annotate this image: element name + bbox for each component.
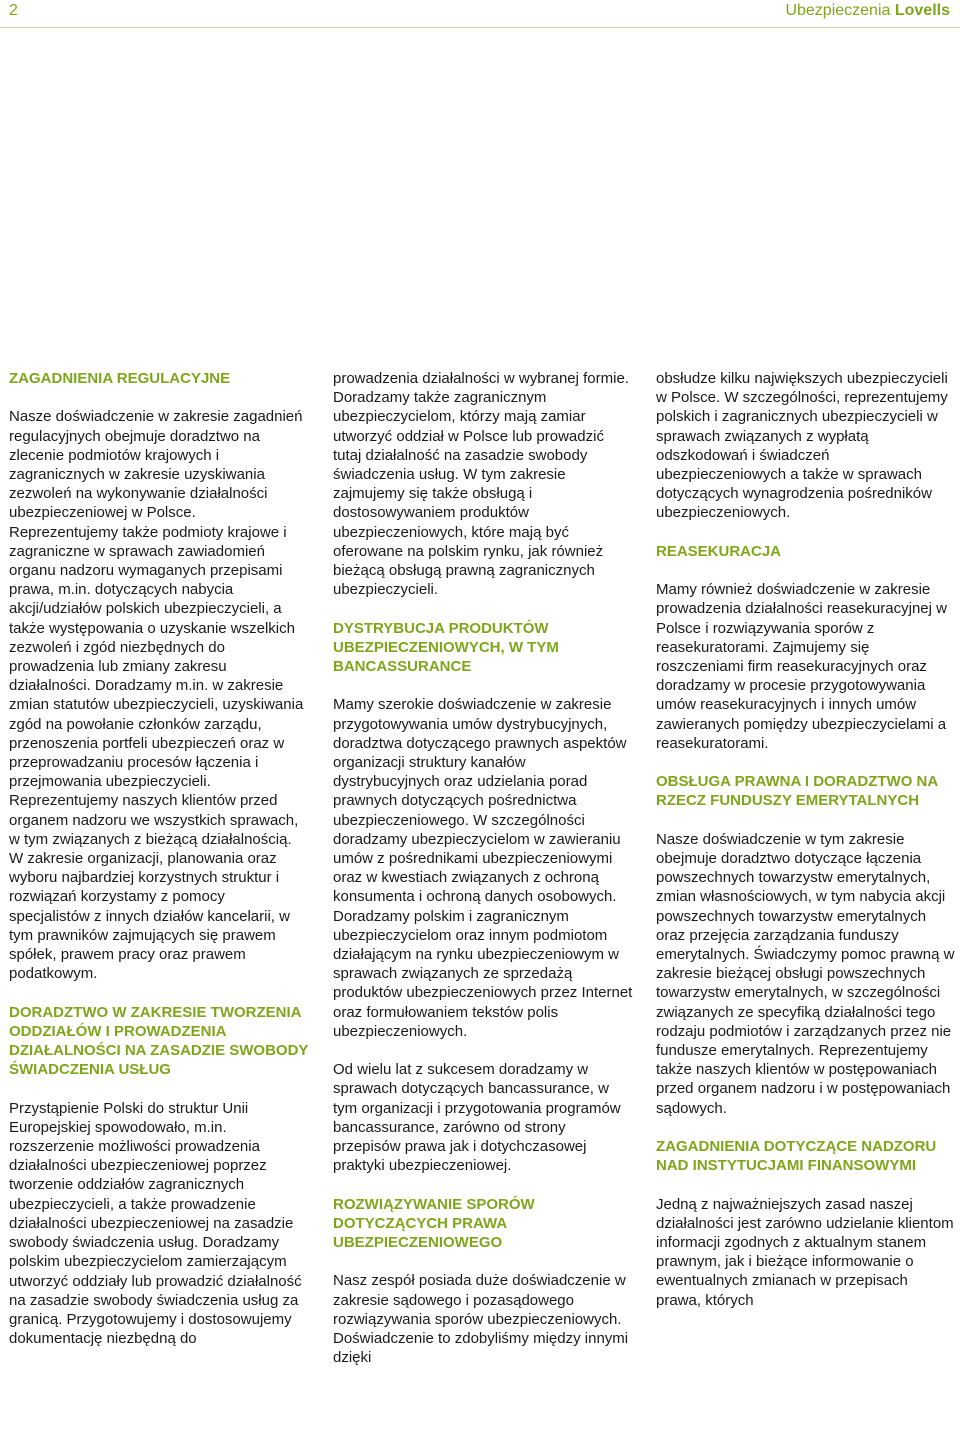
header-title <box>785 2 950 20</box>
heading-supervision: ZAGADNIENIA DOTYCZĄCE NADZORU NAD INSTYTUCJAMI FINANSOWYMI <box>656 1138 937 1175</box>
paragraph-disputes: Nasz zespół posiada duże doświadczenie w zakresie sądowego i pozasądowego rozwiązywania sporów ubezpieczeniowych. Doświadczenie to zdobyliśmy między innymi dzięki <box>333 1272 629 1367</box>
heading-reinsurance: REASEKURACJA <box>656 542 782 560</box>
column-right <box>656 369 956 1310</box>
paragraph-disputes-cont: obsłudze kilku największych ubezpieczycieli w Polsce. W szczególności, reprezentujemy polskich i zagranicznych ubezpieczycieli w sprawach związanych z wypłatą odszkodowań i świadczeń ubezpieczeniowych a także w sprawach dotyczących wynagrodzenia pośredników ubezpieczeniowych. <box>656 370 948 522</box>
header-rule <box>0 27 960 28</box>
paragraph-reinsurance: Mamy również doświadczenie w zakresie prowadzenia działalności reasekuracyjnej w Polsce i rozwiązywania sporów z reasekuratorami. Zajmujemy się roszczeniami firm reasekuracyjnych oraz doradzamy w procesie przygotowywania umów reasekuracyjnych i innych umów zawieranych pomiędzy ubezpieczycielami a reasekuratorami. <box>656 581 947 752</box>
column-middle <box>333 369 633 1367</box>
heading-disputes: ROZWIĄZYWANIE SPORÓW DOTYCZĄCYCH PRAWA UBEZPIECZENIOWEGO <box>333 1195 535 1252</box>
heading-distribution: DYSTRYBUCJA PRODUKTÓW UBEZPIECZENIOWYCH, W TYM BANCASSURANCE <box>333 619 559 676</box>
column-left <box>9 369 309 1348</box>
paragraph-distribution: Mamy szerokie doświadczenie w zakresie przygotowywania umów dystrybucyjnych, doradztwa dotyczącego prawnych aspektów organizacji struktury kanałów dystrybucyjnych oraz udzielania porad prawnych dotyczących pośrednictwa ubezpieczeniowego. W szczególności doradzamy ubezpieczycielom w zawieraniu umów z pośrednikami ubezpieczeniowymi oraz w kwestiach związanych z ochroną konsumenta i ochroną danych osobowych. Doradzamy polskim i zagranicznym ubezpieczycielom oraz innym podmiotom działającym na rynku ubezpieczeniowym w sprawach związanych ze sprzedażą produktów ubezpieczeniowych przez Internet oraz formułowaniem tekstów polis ubezpieczeniowych. <box>333 696 633 1040</box>
heading-branches: DORADZTWO W ZAKRESIE TWORZENIA ODDZIAŁÓW I PROWADZENIA DZIAŁALNOŚCI NA ZASADZIE SWOBODY ŚWIADCZENIA USŁUG <box>9 1003 309 1079</box>
paragraph-branches-cont: prowadzenia działalności w wybranej formie. Doradzamy także zagranicznym ubezpieczycielom, którzy mają zamiar utworzyć oddział w Polsce lub prowadzić tutaj działalność na zasadzie swobody świadczenia usług. W tym zakresie zajmujemy się także obsługą i dostosowywaniem produktów ubezpieczeniowych, które mają być oferowane na polskim rynku, jak również bieżącą obsługą prawną zagranicznych ubezpieczycieli. <box>333 370 629 599</box>
paragraph-pension-funds: Nasze doświadczenie w tym zakresie obejmuje doradztwo dotyczące łączenia powszechnych towarzystw emerytalnych, zmian własnościowych, w tym nabycia akcji powszechnych towarzystw emerytalnych oraz przejęcia zarządzania funduszy emerytalnych. Świadczymy pomoc prawną w zakresie bieżącej obsługi powszechnych towarzystw emerytalnych, w szczególności związanych ze specyfiką działalności tego rodzaju podmiotów i zarządzanych przez nie fundusze emerytalnych. Reprezentujemy także naszych klientów w postępowaniach przed organem nadzoru i w postępowaniach sądowych. <box>656 830 955 1117</box>
paragraph-branches: Przystąpienie Polski do struktur Unii Europejskiej spowodowało, m.in. rozszerzenie możliwości prowadzenia działalności ubezpieczeniowej poprzez tworzenie oddziałów zagranicznych ubezpieczycieli, a także prowadzenie działalności ubezpieczeniowej na zasadzie swobody świadczenia usług. Doradzamy polskim ubezpieczycielom zamierzającym utworzyć oddziały lub prowadzić działalność na zasadzie swobody świadczenia usług za granicą. Przygotowujemy i dostosowujemy dokumentację niezbędną do <box>9 1099 302 1348</box>
paragraph-regulatory: Nasze doświadczenie w zakresie zagadnień regulacyjnych obejmuje doradztwo na zlecenie podmiotów krajowych i zagranicznych w zakresie uzyskiwania zezwoleń na wykonywanie działalności ubezpieczeniowej w Polsce. Reprezentujemy także podmioty krajowe i zagraniczne w sprawach zawiadomień organu nadzoru wymaganych przepisami prawa, m.in. dotyczących nabycia akcji/udziałów polskich ubezpieczycieli, a także występowania o uzyskanie wszelkich zezwoleń i zgód niezbędnych do prowadzenia lub zmiany zakresu działalności. Doradzamy m.in. w zakresie zmian statutów ubezpieczycieli, uzyskiwania zgód na powołanie członków zarządu, przenoszenia portfeli ubezpieczeń oraz w przeprowadzaniu procesów łączenia i przejmowania ubezpieczycieli. Reprezentujemy naszych klientów przed organem nadzoru we wszystkich sprawach, w tym związanych z bieżącą działalnością. W zakresie organizacji, planowania oraz wyboru najbardziej korzystnych struktur i rozwiązań korzystamy z pomocy specjalistów z innych działów kancelarii, w tym prawników zajmujących się prawem spółek, prawem pracy oraz prawem podatkowym. <box>9 408 304 983</box>
paragraph-supervision: Jedną z najważniejszych zasad naszej działalności jest zarówno udzielanie klientom informacji zgodnych z aktualnym stanem prawnym, jak i bieżące informowanie o ewentualnych zmianach w przepisach prawa, których <box>656 1195 954 1309</box>
heading-regulatory: ZAGADNIENIA REGULACYJNE <box>9 370 231 387</box>
page-header <box>0 0 960 28</box>
paragraph-bancassurance: Od wielu lat z sukcesem doradzamy w sprawach dotyczących bancassurance, w tym organizacji i przygotowania programów bancassurance, zarówno od strony przepisów prawa jak i dotychczasowej praktyki ubezpieczeniowej. <box>333 1061 621 1175</box>
heading-pension-funds: OBSŁUGA PRAWNA I DORADZTWO NA RZECZ FUNDUSZY EMERYTALNYCH <box>656 773 938 810</box>
header-title-prefix: Ubezpieczenia <box>785 2 895 19</box>
header-brand: Lovells <box>894 2 950 19</box>
page-number: 2 <box>9 2 18 19</box>
